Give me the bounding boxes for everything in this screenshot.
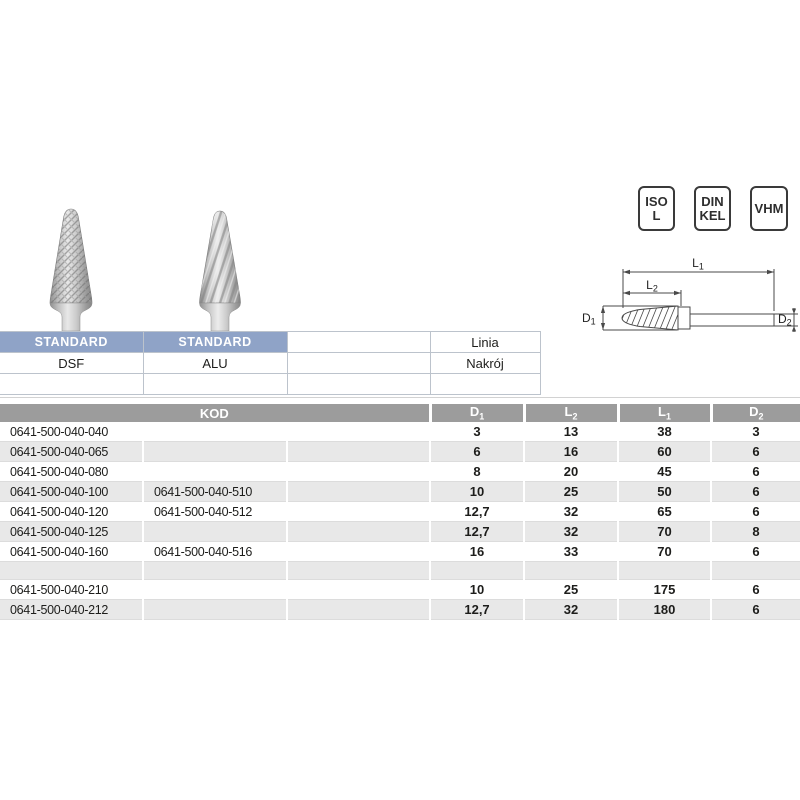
kod-header: KOD (0, 404, 430, 422)
badge-din-kel (694, 186, 731, 231)
standard-spec-table (0, 331, 541, 395)
code2 (143, 462, 287, 482)
empty-cell (287, 542, 430, 562)
label-l2: $L_2$ (646, 278, 658, 294)
nakroj-label: Nakrój (430, 353, 540, 374)
empty-cell (287, 422, 430, 442)
linia-value-alu: ALU (143, 353, 287, 374)
empty-cell (711, 562, 800, 580)
empty-cell (287, 374, 430, 395)
l2-value: 16 (524, 442, 618, 462)
empty-cell (287, 353, 430, 374)
code1: 0641-500-040-212 (0, 600, 143, 620)
empty-cell (618, 562, 711, 580)
linia-value-dsf: DSF (0, 353, 143, 374)
empty-cell (287, 442, 430, 462)
code2 (143, 600, 287, 620)
linia-label: Linia (430, 332, 540, 353)
empty-cell (143, 374, 287, 395)
d1-value: 12,7 (430, 522, 524, 542)
l1-value: 45 (618, 462, 711, 482)
l2-value: 25 (524, 482, 618, 502)
table-row (0, 442, 800, 462)
empty-cell (524, 562, 618, 580)
code1: 0641-500-040-040 (0, 422, 143, 442)
table-row (0, 580, 800, 600)
l1-value: 38 (618, 422, 711, 442)
d2-value: 3 (711, 422, 800, 442)
badge-vhm (750, 186, 788, 231)
l2-value: 25 (524, 580, 618, 600)
d2-value: 6 (711, 442, 800, 462)
l1-value: 70 (618, 542, 711, 562)
empty-cell (287, 462, 430, 482)
d2-value: 6 (711, 462, 800, 482)
l1-header: $L_1$ (618, 404, 711, 422)
code1: 0641-500-040-160 (0, 542, 143, 562)
d2-value: 6 (711, 542, 800, 562)
burr-photo-alu-cut (175, 202, 265, 332)
empty-cell (287, 600, 430, 620)
l1-value: 60 (618, 442, 711, 462)
l2-value: 20 (524, 462, 618, 482)
empty-cell (287, 502, 430, 522)
empty-cell (430, 374, 540, 395)
section-divider (0, 397, 800, 398)
l2-value: 13 (524, 422, 618, 442)
l2-header: $L_2$ (524, 404, 618, 422)
separator-row (0, 562, 800, 580)
empty-cell (0, 374, 143, 395)
l1-value: 175 (618, 580, 711, 600)
empty-cell (287, 332, 430, 353)
l1-value: 70 (618, 522, 711, 542)
d1-value: 3 (430, 422, 524, 442)
d1-value: 12,7 (430, 502, 524, 522)
badge-line: KEL (699, 207, 726, 223)
table-row (0, 600, 800, 620)
d2-value: 8 (711, 522, 800, 542)
l2-value: 32 (524, 600, 618, 620)
label-d1: $D_1$ (582, 311, 596, 327)
code1: 0641-500-040-065 (0, 442, 143, 462)
empty-cell (430, 562, 524, 580)
l1-value: 50 (618, 482, 711, 502)
code2: 0641-500-040-510 (143, 482, 287, 502)
table-row (0, 422, 800, 442)
empty-cell (287, 482, 430, 502)
l2-value: 32 (524, 522, 618, 542)
table-row (0, 502, 800, 522)
standard-header-alu: STANDARD (143, 332, 287, 353)
d1-value: 10 (430, 482, 524, 502)
empty-cell (287, 522, 430, 542)
burr-photo-double-cut (26, 202, 116, 332)
d1-header: $D_1$ (430, 404, 524, 422)
badge-line: ISO (645, 193, 668, 209)
dimension-diagram (578, 252, 800, 344)
d2-value: 6 (711, 600, 800, 620)
badge-line: L (652, 207, 661, 223)
code2 (143, 442, 287, 462)
d2-value: 6 (711, 502, 800, 522)
d1-value: 16 (430, 542, 524, 562)
code1: 0641-500-040-125 (0, 522, 143, 542)
label-l1: $L_1$ (692, 256, 704, 272)
dimensions-table (0, 404, 800, 620)
table-row (0, 542, 800, 562)
d1-value: 12,7 (430, 600, 524, 620)
badge-iso-l (638, 186, 675, 231)
d1-value: 8 (430, 462, 524, 482)
code2 (143, 580, 287, 600)
standard-header-dsf: STANDARD (0, 332, 143, 353)
l1-value: 65 (618, 502, 711, 522)
code1: 0641-500-040-210 (0, 580, 143, 600)
d1-value: 6 (430, 442, 524, 462)
table-row (0, 462, 800, 482)
d2-header: $D_2$ (711, 404, 800, 422)
badge-line: DIN (701, 193, 724, 209)
code1: 0641-500-040-120 (0, 502, 143, 522)
l2-value: 32 (524, 502, 618, 522)
empty-cell (287, 562, 430, 580)
code1: 0641-500-040-080 (0, 462, 143, 482)
code2: 0641-500-040-516 (143, 542, 287, 562)
d2-value: 6 (711, 580, 800, 600)
l2-value: 33 (524, 542, 618, 562)
badge-line: VHM (754, 200, 784, 216)
table-row (0, 482, 800, 502)
code2: 0641-500-040-512 (143, 502, 287, 522)
d1-value: 10 (430, 580, 524, 600)
table-row (0, 522, 800, 542)
empty-cell (0, 562, 143, 580)
empty-cell (287, 580, 430, 600)
l1-value: 180 (618, 600, 711, 620)
empty-cell (143, 562, 287, 580)
code1: 0641-500-040-100 (0, 482, 143, 502)
code2 (143, 522, 287, 542)
table-header-row (0, 404, 800, 422)
d2-value: 6 (711, 482, 800, 502)
label-d2: $D_2$ (778, 312, 792, 328)
code2 (143, 422, 287, 442)
